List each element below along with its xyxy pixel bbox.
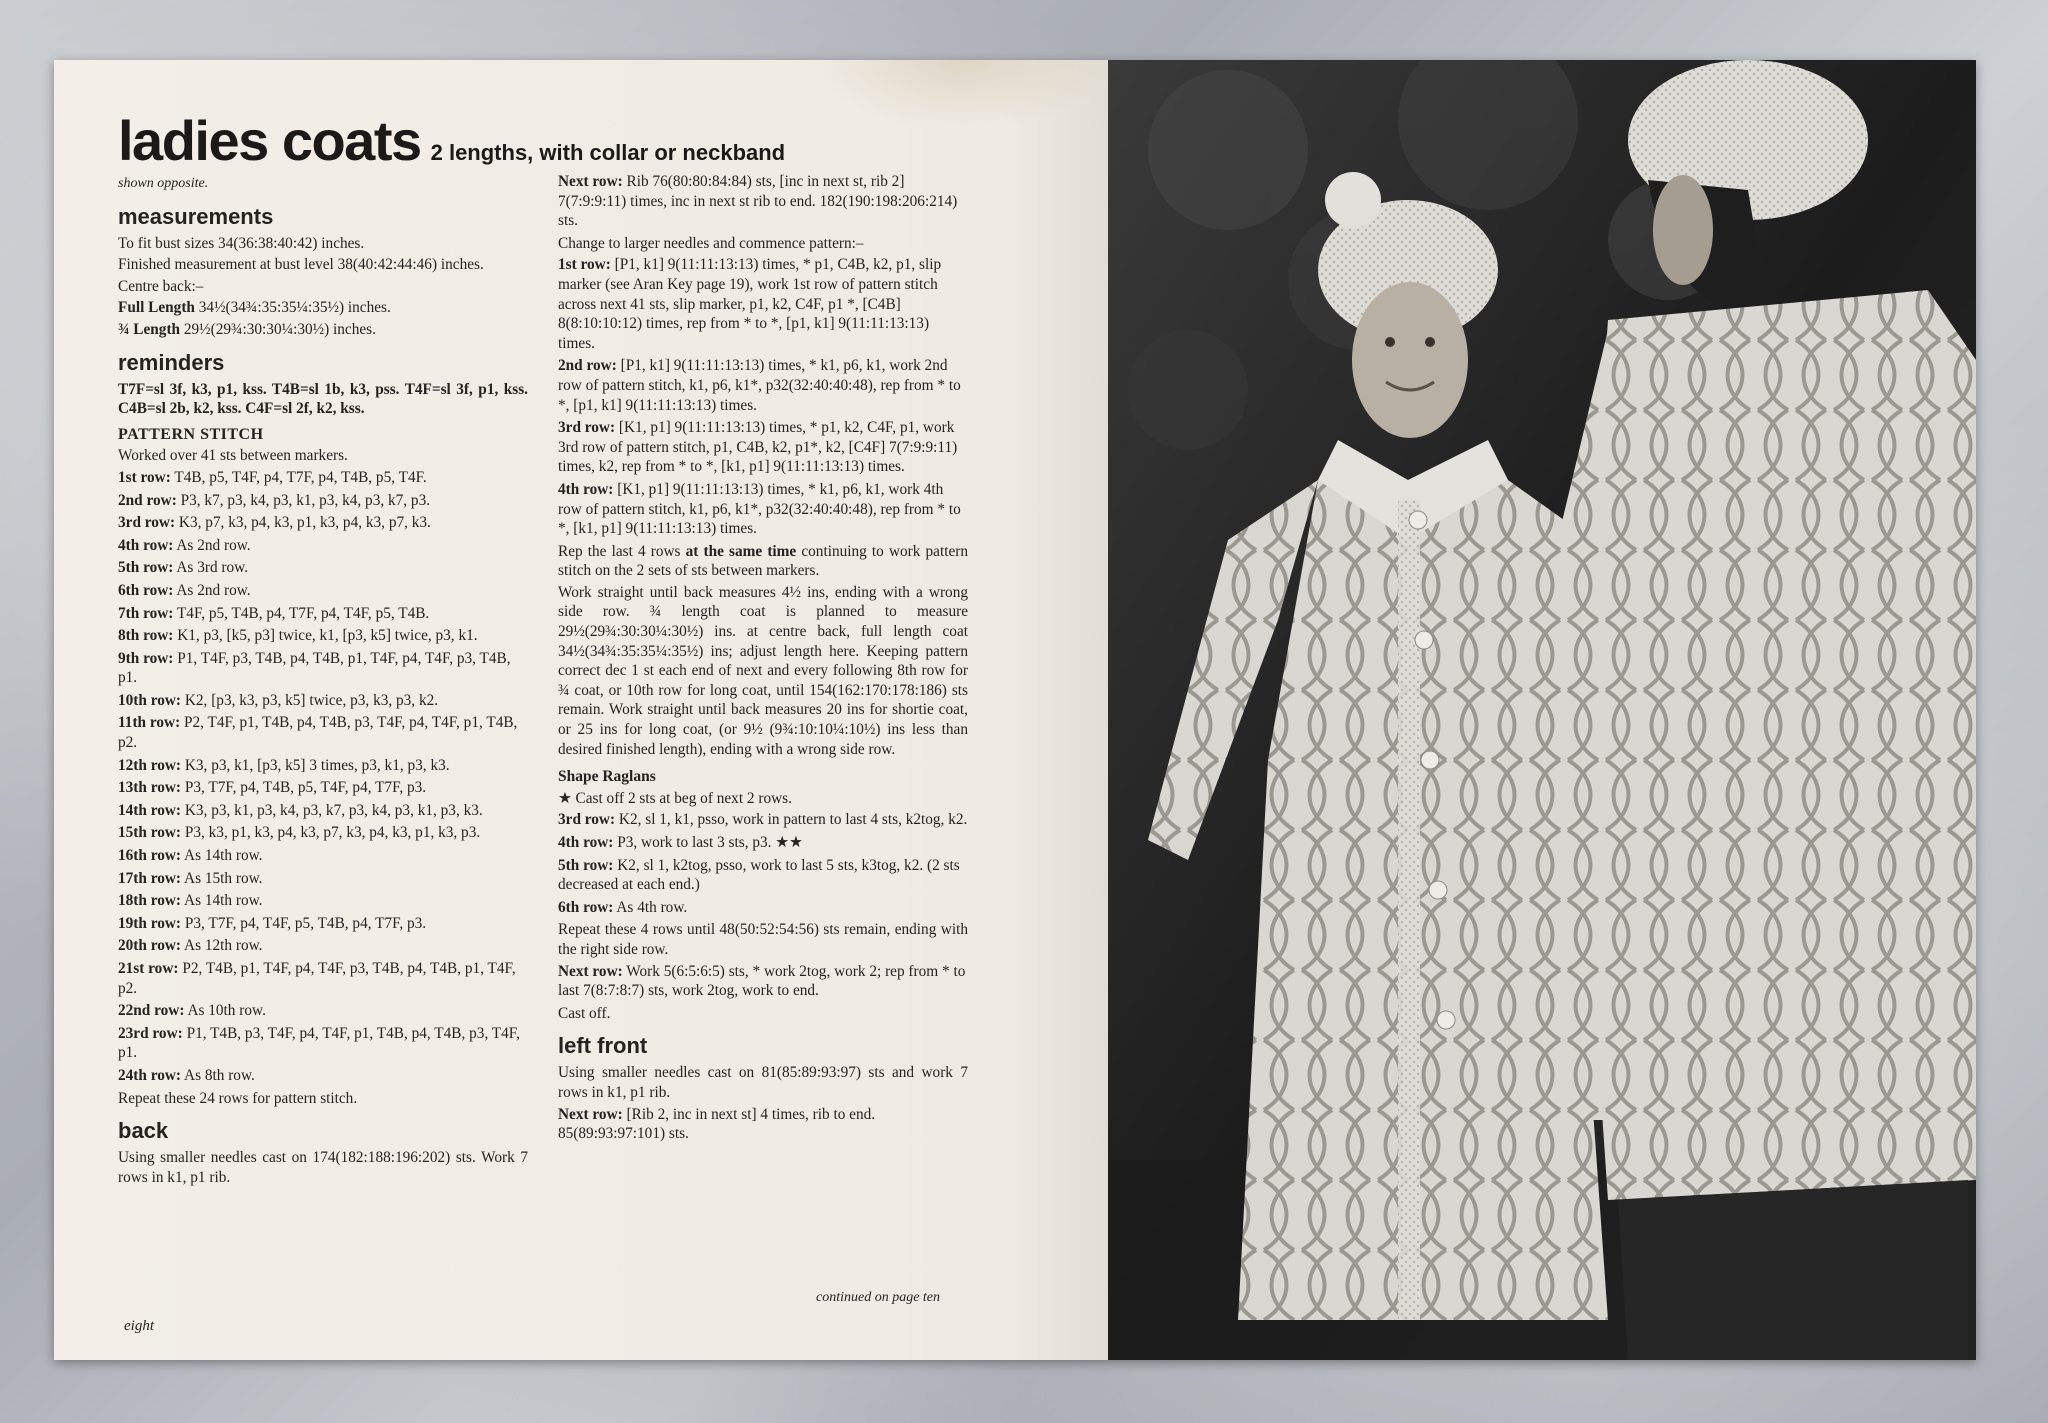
aran-coat-back	[1578, 290, 1976, 1200]
row-text: As 14th row.	[184, 892, 263, 910]
row-text: As 3rd row.	[176, 559, 249, 577]
row-label: 24th row:	[118, 1066, 182, 1084]
row-label: 3rd row:	[118, 514, 176, 532]
instruction-row	[558, 833, 968, 853]
row-text: K2, sl 1, k1, psso, work in pattern to last 4 sts, k2tog, k2.	[618, 811, 968, 829]
row-label: 14th row:	[118, 801, 182, 819]
row-text: P3, k7, p3, k4, p3, k1, p3, k4, p3, k7, p3.	[180, 491, 431, 509]
row-label: 19th row:	[118, 914, 182, 932]
row-label: 6th row:	[118, 581, 174, 599]
row-text: T4F, p5, T4B, p4, T7F, p4, T4F, p5, T4B.	[176, 604, 430, 622]
back-heading: back	[118, 1118, 169, 1144]
button	[1421, 751, 1439, 769]
row-label: 17th row:	[118, 869, 182, 887]
instruction-row	[118, 1001, 528, 1021]
row-text: P3, work to last 3 sts, p3. ★★	[617, 834, 803, 851]
measurement-line: To fit bust sizes 34(36:38:40:42) inches.	[118, 234, 365, 252]
instruction-row	[558, 172, 968, 231]
title-subtitle: 2 lengths, with collar or neckband	[430, 140, 786, 165]
row-label: 6th row:	[558, 898, 614, 916]
instruction-row	[118, 846, 528, 866]
row-text: K3, p7, k3, p4, k3, p1, k3, p4, k3, p7, k3.	[178, 514, 431, 532]
instruction-row	[558, 356, 968, 415]
reminders-text: T7F=sl 3f, k3, p1, kss. T4B=sl 1b, k3, pss. T4F=sl 3f, p1, kss. C4B=sl 2b, k2, kss. C4F=sl 2f, k2, kss.	[118, 380, 528, 418]
row-label: Next row:	[558, 1105, 623, 1123]
row-text: [K1, p1] 9(11:11:13:13) times, * k1, p6, k1, work 4th row of pattern stitch, k1, p6, k1*, p32(32:40:40:48), rep from * to *, [k1, p1] 9(11:11:13:13) times.	[558, 480, 961, 538]
instruction-row	[118, 581, 528, 601]
row-text: K3, p3, k1, p3, k4, p3, k7, p3, k4, p3, k1, p3, k3.	[184, 801, 483, 819]
instruction-row	[118, 468, 528, 488]
row-text: [Rib 2, inc in next st] 4 times, rib to end. 85(89:93:97:101) sts.	[558, 1105, 876, 1143]
left-page	[54, 60, 1108, 1360]
row-label: 5th row:	[558, 856, 614, 874]
instruction-row	[118, 604, 528, 624]
row-label: 15th row:	[118, 824, 182, 842]
row-label: 2nd row:	[118, 491, 177, 509]
change-needles-note: Change to larger needles and commence pattern:–	[558, 234, 864, 252]
full-length-label: Full Length	[118, 299, 195, 317]
instruction-row	[118, 713, 528, 752]
full-length-line	[118, 298, 528, 318]
row-label: 4th row:	[118, 536, 174, 554]
row-text: Work 5(6:5:6:5) sts, * work 2tog, work 2; rep from * to last 7(8:7:8:7) sts, work 2tog, work to end.	[558, 962, 966, 1000]
page-number: eight	[124, 1318, 154, 1334]
row-label: 13th row:	[118, 779, 182, 797]
reminders-heading: reminders	[118, 349, 225, 375]
instruction-row	[118, 778, 528, 798]
shape-raglans-heading: Shape Raglans	[558, 768, 656, 786]
row-text: P3, T7F, p4, T4B, p5, T4F, p4, T7F, p3.	[184, 779, 427, 797]
row-label: 1st row:	[118, 468, 171, 486]
models-photo	[1108, 60, 1976, 1360]
repeat-text-bold: at the same time	[685, 542, 797, 560]
row-text: P3, k3, p1, k3, p4, k3, p7, k3, p4, k3, p1, k3, p3.	[184, 824, 481, 842]
instruction-row	[118, 626, 528, 646]
work-straight-text: Work straight until back measures 4½ ins, ending with a wrong side row. ¾ length coat is planned to measure 29½(29¾:30:30¼:30½) ins. at centre back, full length coat 34½(34¾:35:35¼:35½) ins; adjust length here. Keeping pattern correct dec 1 st each end of next and every following 8th row for ¾ coat, or 10th row for long coat, until 154(162:170:178:186) sts remain. Work straight until back measures 20 ins for shortie coat, or 25 ins for long coat, (or 9½ (9¾:10:10¼:10½) ins less than desired finished length), ending with a wrong side row.	[558, 583, 968, 758]
row-label: 7th row:	[118, 604, 174, 622]
title-main: ladies coats	[118, 109, 421, 172]
row-label: 21st row:	[118, 960, 179, 977]
row-label: 4th row:	[558, 834, 614, 851]
row-label: 9th row:	[118, 649, 174, 667]
row-text: [K1, p1] 9(11:11:13:13) times, * p1, k2, C4F, p1, work 3rd row of pattern stitch, p1, C4B, k2, p1*, k2, [C4F] 7(7:9:9:11) times, k2, rep from * to *, [k1, p1] 9(11:11:13:13) times.	[558, 419, 958, 476]
skirt	[1618, 1180, 1968, 1360]
instruction-row	[118, 558, 528, 578]
row-label: 1st row:	[558, 256, 611, 274]
cast-off-final: Cast off.	[558, 1004, 611, 1022]
magazine-spread	[54, 60, 1976, 1360]
row-text: As 8th row.	[184, 1066, 255, 1084]
three-quarter-length-label: ¾ Length	[118, 320, 181, 338]
pattern-stitch-heading: PATTERN STITCH	[118, 425, 264, 443]
instruction-row	[118, 691, 528, 711]
row-text: P2, T4F, p1, T4B, p4, T4B, p3, T4F, p4, T4F, p1, T4B, p2.	[118, 714, 518, 752]
instruction-row	[558, 255, 968, 353]
instruction-row	[558, 1105, 968, 1144]
row-label: 11th row:	[118, 714, 181, 732]
back-text: Using smaller needles cast on 174(182:188:196:202) sts. Work 7 rows in k1, p1 rib.	[118, 1149, 528, 1186]
row-text: T4B, p5, T4F, p4, T7F, p4, T4B, p5, T4F.	[174, 468, 427, 486]
instruction-row	[118, 756, 528, 776]
row-text: As 2nd row.	[176, 581, 251, 599]
row-text: P1, T4B, p3, T4F, p4, T4F, p1, T4B, p4, T4B, p3, T4F, p1.	[118, 1024, 520, 1062]
button	[1415, 631, 1433, 649]
row-text: [P1, k1] 9(11:11:13:13) times, * k1, p6, k1, work 2nd row of pattern stitch, k1, p6, k1*, p32(32:40:40:48), rep from * to *, [p1, k1] 9(11:11:13:13) times.	[558, 357, 961, 414]
row-label: 4th row:	[558, 480, 614, 498]
row-text: [P1, k1] 9(11:11:13:13) times, * p1, C4B, k2, p1, slip marker (see Aran Key page 19), work 1st row of pattern stitch across next 41 sts, slip marker, p1, k2, C4F, p1 *, [C4B] 8(8:10:10:12) times, rep from * to *, [p1, k1] 9(11:11:13:13) times.	[558, 256, 942, 352]
instruction-row	[118, 513, 528, 533]
row-text: As 2nd row.	[176, 536, 251, 554]
repeat-text-start: Rep the last 4 rows	[558, 542, 681, 560]
shown-opposite-note: shown opposite.	[118, 176, 209, 191]
instruction-row	[118, 1066, 528, 1086]
row-label: 5th row:	[118, 559, 174, 577]
measurements-heading: measurements	[118, 203, 274, 229]
row-text: K2, sl 1, k2tog, psso, work to last 5 sts, k3tog, k2. (2 sts decreased at each end.)	[558, 856, 960, 894]
pattern-stitch-rows	[118, 468, 528, 1086]
measurement-line: Finished measurement at bust level 38(40:42:44:46) inches.	[118, 256, 484, 274]
row-label: 10th row:	[118, 691, 182, 709]
row-text: P2, T4B, p1, T4F, p4, T4F, p3, T4B, p4, T4B, p1, T4F, p2.	[118, 960, 516, 997]
cast-off-note: ★ Cast off 2 sts at beg of next 2 rows.	[558, 789, 792, 807]
instruction-row	[118, 801, 528, 821]
measurement-line: Centre back:–	[118, 277, 204, 295]
pattern-stitch-intro: Worked over 41 sts between markers.	[118, 447, 348, 465]
repeat-rows-note: Repeat these 4 rows until 48(50:52:54:56) sts remain, ending with the right side row.	[558, 921, 968, 958]
instruction-row	[118, 823, 528, 843]
full-length-value: 34½(34¾:35:35¼:35½) inches.	[198, 299, 391, 317]
row-text: P1, T4F, p3, T4B, p4, T4B, p1, T4F, p4, T4F, p3, T4B, p1.	[118, 649, 511, 687]
button	[1429, 881, 1447, 899]
row-text: As 14th row.	[184, 847, 263, 865]
instruction-row	[118, 914, 528, 934]
instruction-row	[558, 418, 968, 477]
row-label: Next row:	[558, 173, 623, 190]
row-label: 3rd row:	[558, 811, 616, 829]
instruction-row	[118, 536, 528, 556]
pattern-rows	[558, 255, 968, 538]
row-label: 8th row:	[118, 627, 174, 645]
row-text: K3, p3, k1, [p3, k5] 3 times, p3, k1, p3, k3.	[184, 756, 450, 774]
row-label: 2nd row:	[558, 357, 617, 375]
left-front-text: Using smaller needles cast on 81(85:89:93:97) sts and work 7 rows in k1, p1 rib.	[558, 1064, 968, 1101]
row-label: 20th row:	[118, 937, 182, 955]
row-text: As 10th row.	[187, 1002, 266, 1020]
continued-note: continued on page ten	[816, 1290, 941, 1305]
instruction-row	[558, 962, 968, 1001]
instruction-row	[118, 649, 528, 688]
left-front-heading: left front	[558, 1033, 648, 1059]
page-title	[118, 108, 785, 173]
pattern-repeat-note: Repeat these 24 rows for pattern stitch.	[118, 1089, 358, 1107]
page-stain	[814, 60, 1108, 130]
three-quarter-length-value: 29½(29¾:30:30¼:30½) inches.	[183, 320, 376, 338]
row-label: 22nd row:	[118, 1002, 185, 1020]
instruction-row	[118, 936, 528, 956]
repeat-note	[558, 542, 968, 581]
instruction-row	[558, 898, 968, 918]
row-label: 18th row:	[118, 892, 182, 910]
raglan-rows	[558, 810, 968, 917]
column-2	[558, 172, 968, 1147]
row-text: P3, T7F, p4, T4F, p5, T4B, p4, T7F, p3.	[184, 914, 427, 932]
row-text: As 15th row.	[184, 869, 263, 887]
instruction-row	[118, 869, 528, 889]
instruction-row	[558, 810, 968, 830]
row-text: As 4th row.	[616, 898, 688, 916]
pompom	[1325, 172, 1381, 228]
instruction-row	[118, 1024, 528, 1063]
row-label: 3rd row:	[558, 419, 616, 437]
row-text: K2, [p3, k3, p3, k5] twice, p3, k3, p3, k2.	[184, 691, 439, 709]
repeat-text-end: continuing to work pattern stitch on the 2 sets of sts between markers.	[558, 542, 969, 580]
face	[1352, 282, 1468, 438]
row-text: As 12th row.	[184, 937, 263, 955]
button	[1409, 511, 1427, 529]
row-label: Next row:	[558, 962, 623, 980]
right-page	[1108, 60, 1976, 1360]
instruction-row	[118, 491, 528, 511]
column-1	[118, 174, 528, 1189]
row-label: 23rd row:	[118, 1024, 183, 1042]
three-quarter-length-line	[118, 320, 528, 340]
row-text: K1, p3, [k5, p3] twice, k1, [p3, k5] twice, p3, k1.	[177, 627, 478, 645]
row-label: 12th row:	[118, 756, 182, 774]
row-text: Rib 76(80:80:84:84) sts, [inc in next st, rib 2] 7(7:9:9:11) times, inc in next st rib to end. 182(190:198:206:214) sts.	[558, 173, 958, 230]
face-profile	[1653, 175, 1713, 285]
row-label: 16th row:	[118, 847, 182, 865]
instruction-row	[118, 959, 528, 998]
instruction-row	[558, 856, 968, 895]
instruction-row	[558, 480, 968, 539]
instruction-row	[118, 891, 528, 911]
button	[1437, 1011, 1455, 1029]
